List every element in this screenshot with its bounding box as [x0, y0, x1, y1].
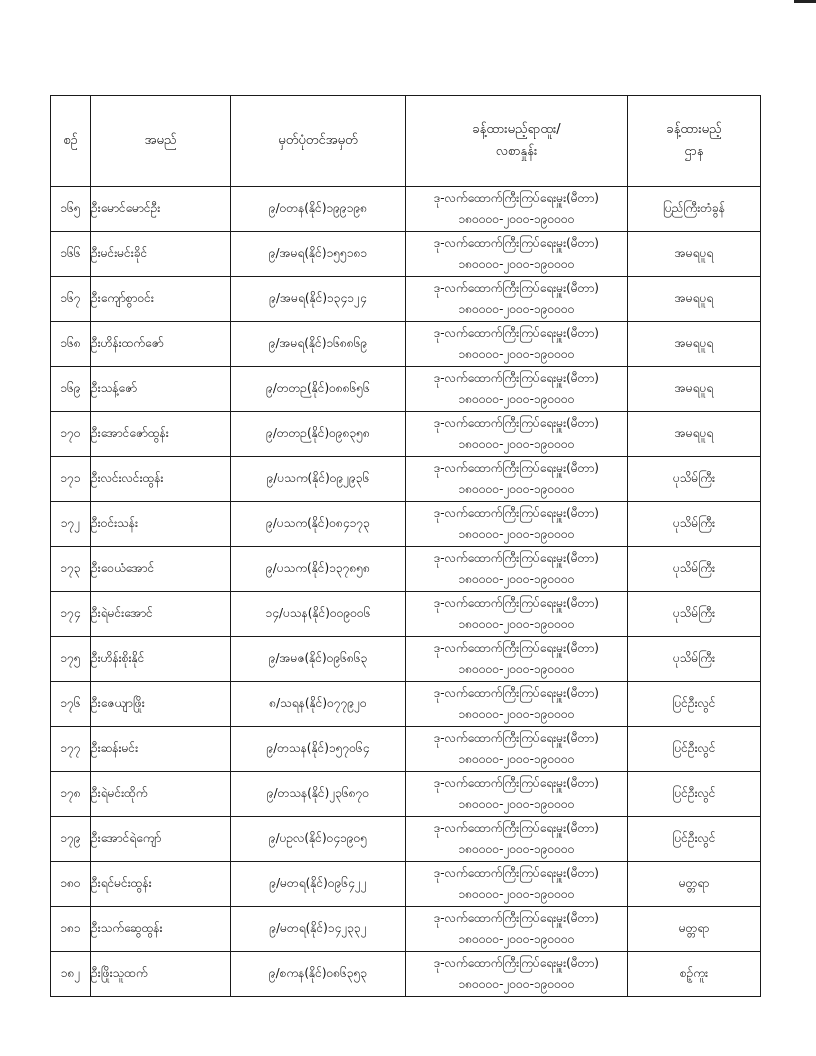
table-row: [51, 817, 761, 862]
cell-name: ဦးအောင်ဇော်ထွန်း: [91, 412, 231, 457]
cell-serial-no: ၁၆၈: [51, 322, 91, 367]
salary-scale: ၁၈၀၀၀၀-၂၀၀၀-၁၉၀၀၀၀: [458, 617, 575, 631]
cell-post-salary: [406, 907, 628, 952]
cell-serial-no: ၁၈၀: [51, 862, 91, 907]
cell-department: ပြင်ဦးလွင်: [628, 772, 761, 817]
table-row: [51, 322, 761, 367]
salary-scale: ၁၈၀၀၀၀-၂၀၀၀-၁၉၀၀၀၀: [458, 527, 575, 541]
cell-serial-no: ၁၈၂: [51, 952, 91, 997]
post-title: ဒု-လက်ထောက်ကြီးကြပ်ရေးမှူး(မီတာ): [434, 821, 599, 835]
cell-registration-no: ၉/မတရ(နိုင်)၀၉၆၄၂၂: [231, 862, 406, 907]
cell-registration-no: ၉/ပသက(နိုင်)၀၉၂၉၃၆: [231, 457, 406, 502]
cell-serial-no: ၁၇၉: [51, 817, 91, 862]
salary-scale: ၁၈၀၀၀၀-၂၀၀၀-၁၉၀၀၀၀: [458, 842, 575, 856]
table-row: [51, 547, 761, 592]
table-row: [51, 187, 761, 232]
salary-scale: ၁၈၀၀၀၀-၂၀၀၀-၁၉၀၀၀၀: [458, 887, 575, 901]
post-title: ဒု-လက်ထောက်ကြီးကြပ်ရေးမှူး(မီတာ): [434, 416, 599, 430]
post-title: ဒု-လက်ထောက်ကြီးကြပ်ရေးမှူး(မီတာ): [434, 596, 599, 610]
table-row: [51, 952, 761, 997]
cell-department: ပုသိမ်ကြီး: [628, 592, 761, 637]
cell-name: ဦးမောင်မောင်ဦး: [91, 187, 231, 232]
cell-registration-no: ၉/အမရ(နိုင်)၁၅၅၁၈၁: [231, 232, 406, 277]
table-row: [51, 367, 761, 412]
cell-registration-no: ၈/သရန(နိုင်)၀၇၇၉၂၀: [231, 682, 406, 727]
cell-registration-no: ၉/စကန(နိုင်)၀၈၆၃၅၃: [231, 952, 406, 997]
cell-department: မတ္တရာ: [628, 907, 761, 952]
header-post-line1: ခန့်ထားမည့်ရာထူး/: [472, 122, 561, 137]
post-title: ဒု-လက်ထောက်ကြီးကြပ်ရေးမှူး(မီတာ): [434, 236, 599, 250]
header-name: အမည်: [91, 96, 231, 187]
table-row: [51, 592, 761, 637]
header-post-line2: လစာနှုန်း: [495, 144, 538, 159]
post-title: ဒု-လက်ထောက်ကြီးကြပ်ရေးမှူး(မီတာ): [434, 371, 599, 385]
salary-scale: ၁၈၀၀၀၀-၂၀၀၀-၁၉၀၀၀၀: [458, 797, 575, 811]
cell-post-salary: [406, 412, 628, 457]
cell-name: ဦးသက်ဆွေထွန်း: [91, 907, 231, 952]
cell-registration-no: ၉/အမရ(နိုင်)၁၆၈၈၆၉: [231, 322, 406, 367]
cell-registration-no: ၉/တသန(နိုင်)၂၃၆၈၇၀: [231, 772, 406, 817]
header-serial-no: စဉ်: [51, 96, 91, 187]
header-department: [628, 96, 761, 187]
cell-registration-no: ၉/ပဥလ(နိုင်)၀၄၁၉၀၅: [231, 817, 406, 862]
cell-post-salary: [406, 322, 628, 367]
cell-department: ပြင်ဦးလွင်: [628, 682, 761, 727]
cell-post-salary: [406, 277, 628, 322]
salary-scale: ၁၈၀၀၀၀-၂၀၀၀-၁၉၀၀၀၀: [458, 302, 575, 316]
header-place-line1: ခန့်ထားမည့်: [666, 122, 722, 137]
post-title: ဒု-လက်ထောက်ကြီးကြပ်ရေးမှူး(မီတာ): [434, 776, 599, 790]
cell-name: ဦးဟိန်းထက်ဇော်: [91, 322, 231, 367]
table-row: [51, 232, 761, 277]
post-title: ဒု-လက်ထောက်ကြီးကြပ်ရေးမှူး(မီတာ): [434, 461, 599, 475]
table-body: [51, 187, 761, 997]
cell-serial-no: ၁၇၃: [51, 547, 91, 592]
cell-department: စဉ့်ကူး: [628, 952, 761, 997]
cell-serial-no: ၁၇၄: [51, 592, 91, 637]
post-title: ဒု-လက်ထောက်ကြီးကြပ်ရေးမှူး(မီတာ): [434, 956, 599, 970]
cell-department: အမရပူရ: [628, 322, 761, 367]
cell-department: ပုသိမ်ကြီး: [628, 457, 761, 502]
post-title: ဒု-လက်ထောက်ကြီးကြပ်ရေးမှူး(မီတာ): [434, 326, 599, 340]
cell-department: ပြင်ဦးလွင်: [628, 817, 761, 862]
salary-scale: ၁၈၀၀၀၀-၂၀၀၀-၁၉၀၀၀၀: [458, 257, 575, 271]
salary-scale: ၁၈၀၀၀၀-၂၀၀၀-၁၉၀၀၀၀: [458, 662, 575, 676]
cell-name: ဦးဆန်းမင်း: [91, 727, 231, 772]
cell-department: မတ္တရာ: [628, 862, 761, 907]
cell-serial-no: ၁၆၅: [51, 187, 91, 232]
cell-post-salary: [406, 862, 628, 907]
salary-scale: ၁၈၀၀၀၀-၂၀၀၀-၁၉၀၀၀၀: [458, 437, 575, 451]
table-row: [51, 412, 761, 457]
cell-post-salary: [406, 682, 628, 727]
cell-registration-no: ၉/အမရ(နိုင်)၁၃၄၁၂၄: [231, 277, 406, 322]
cell-department: ပုသိမ်ကြီး: [628, 637, 761, 682]
cell-serial-no: ၁၇၀: [51, 412, 91, 457]
salary-scale: ၁၈၀၀၀၀-၂၀၀၀-၁၉၀၀၀၀: [458, 392, 575, 406]
cell-department: အမရပူရ: [628, 412, 761, 457]
cell-post-salary: [406, 817, 628, 862]
cell-serial-no: ၁၇၁: [51, 457, 91, 502]
cell-name: ဦးကျော်စွာဝင်း: [91, 277, 231, 322]
cell-department: အမရပူရ: [628, 367, 761, 412]
cell-registration-no: ၉/အမဇ(နိုင်)၀၉၆၈၆၃: [231, 637, 406, 682]
post-title: ဒု-လက်ထောက်ကြီးကြပ်ရေးမှူး(မီတာ): [434, 551, 599, 565]
post-title: ဒု-လက်ထောက်ကြီးကြပ်ရေးမှူး(မီတာ): [434, 641, 599, 655]
header-registration-no: မှတ်ပုံတင်အမှတ်: [231, 96, 406, 187]
post-title: ဒု-လက်ထောက်ကြီးကြပ်ရေးမှူး(မီတာ): [434, 506, 599, 520]
cell-serial-no: ၁၆၇: [51, 277, 91, 322]
cell-post-salary: [406, 502, 628, 547]
cell-post-salary: [406, 727, 628, 772]
cell-serial-no: ၁၇၂: [51, 502, 91, 547]
cell-name: ဦးမင်းမင်းခိုင်: [91, 232, 231, 277]
post-title: ဒု-လက်ထောက်ကြီးကြပ်ရေးမှူး(မီတာ): [434, 866, 599, 880]
table-row: [51, 727, 761, 772]
table-row: [51, 907, 761, 952]
post-title: ဒု-လက်ထောက်ကြီးကြပ်ရေးမှူး(မီတာ): [434, 911, 599, 925]
cell-post-salary: [406, 457, 628, 502]
cell-department: အမရပူရ: [628, 232, 761, 277]
cell-serial-no: ၁၈၁: [51, 907, 91, 952]
cell-name: ဦးဟိန်းစိုးနိုင်: [91, 637, 231, 682]
scan-edge-mark: [794, 0, 816, 3]
salary-scale: ၁၈၀၀၀၀-၂၀၀၀-၁၉၀၀၀၀: [458, 752, 575, 766]
cell-department: ပြင်ဦးလွင်: [628, 727, 761, 772]
cell-name: ဦးဝင်းသန်း: [91, 502, 231, 547]
salary-scale: ၁၈၀၀၀၀-၂၀၀၀-၁၉၀၀၀၀: [458, 977, 575, 991]
cell-department: အမရပူရ: [628, 277, 761, 322]
table-row: [51, 502, 761, 547]
cell-registration-no: ၉/တတဉ(နိုင်)၀၈၈၆၅၆: [231, 367, 406, 412]
cell-name: ဦးဇေယျာဖြိုး: [91, 682, 231, 727]
cell-serial-no: ၁၆၉: [51, 367, 91, 412]
salary-scale: ၁၈၀၀၀၀-၂၀၀၀-၁၉၀၀၀၀: [458, 347, 575, 361]
cell-registration-no: ၉/ပသက(နိုင်)၁၃၇၈၅၈: [231, 547, 406, 592]
cell-serial-no: ၁၇၈: [51, 772, 91, 817]
cell-post-salary: [406, 232, 628, 277]
cell-post-salary: [406, 547, 628, 592]
table-row: [51, 637, 761, 682]
table-row: [51, 772, 761, 817]
cell-department: ပြည်ကြီးတံခွန်: [628, 187, 761, 232]
cell-serial-no: ၁၆၆: [51, 232, 91, 277]
cell-post-salary: [406, 772, 628, 817]
cell-post-salary: [406, 367, 628, 412]
cell-registration-no: ၁၄/ပသန(နိုင်)၀၀၉၀၀၆: [231, 592, 406, 637]
header-post-salary: [406, 96, 628, 187]
cell-serial-no: ၁၇၆: [51, 682, 91, 727]
table-row: [51, 862, 761, 907]
cell-name: ဦးလင်းလင်းထွန်း: [91, 457, 231, 502]
cell-registration-no: ၉/တသန(နိုင်)၁၅၇၀၆၄: [231, 727, 406, 772]
salary-scale: ၁၈၀၀၀၀-၂၀၀၀-၁၉၀၀၀၀: [458, 932, 575, 946]
table-row: [51, 682, 761, 727]
cell-department: ပုသိမ်ကြီး: [628, 502, 761, 547]
salary-scale: ၁၈၀၀၀၀-၂၀၀၀-၁၉၀၀၀၀: [458, 482, 575, 496]
cell-serial-no: ၁၇၇: [51, 727, 91, 772]
cell-serial-no: ၁၇၅: [51, 637, 91, 682]
cell-name: ဦးရင်မင်းထွန်း: [91, 862, 231, 907]
table-row: [51, 277, 761, 322]
cell-post-salary: [406, 187, 628, 232]
post-title: ဒု-လက်ထောက်ကြီးကြပ်ရေးမှူး(မီတာ): [434, 731, 599, 745]
cell-department: ပုသိမ်ကြီး: [628, 547, 761, 592]
salary-scale: ၁၈၀၀၀၀-၂၀၀၀-၁၉၀၀၀၀: [458, 572, 575, 586]
cell-name: ဦးရဲမင်းထိုက်: [91, 772, 231, 817]
cell-post-salary: [406, 637, 628, 682]
cell-post-salary: [406, 592, 628, 637]
cell-name: ဦးသန့်ဇော်: [91, 367, 231, 412]
post-title: ဒု-လက်ထောက်ကြီးကြပ်ရေးမှူး(မီတာ): [434, 281, 599, 295]
header-row: [51, 96, 761, 187]
cell-name: ဦးဝေယံအောင်: [91, 547, 231, 592]
cell-registration-no: ၉/ပသက(နိုင်)၀၈၄၁၇၃: [231, 502, 406, 547]
table-header: [51, 96, 761, 187]
cell-name: ဦးရဲမင်းအောင်: [91, 592, 231, 637]
cell-name: ဦးအောင်ရဲကျော်: [91, 817, 231, 862]
header-place-line2: ဌာန: [684, 144, 704, 159]
cell-registration-no: ၉/မတရ(နိုင်)၁၄၂၃၃၂: [231, 907, 406, 952]
cell-registration-no: ၉/ဝတန(နိုင်)၁၉၉၁၉၈: [231, 187, 406, 232]
salary-scale: ၁၈၀၀၀၀-၂၀၀၀-၁၉၀၀၀၀: [458, 212, 575, 226]
salary-scale: ၁၈၀၀၀၀-၂၀၀၀-၁၉၀၀၀၀: [458, 707, 575, 721]
table-row: [51, 457, 761, 502]
appointment-table: [50, 95, 761, 997]
cell-name: ဦးဖြိုးသူထက်: [91, 952, 231, 997]
cell-post-salary: [406, 952, 628, 997]
post-title: ဒု-လက်ထောက်ကြီးကြပ်ရေးမှူး(မီတာ): [434, 191, 599, 205]
cell-registration-no: ၉/တတဉ(နိုင်)၀၉၈၃၅၈: [231, 412, 406, 457]
post-title: ဒု-လက်ထောက်ကြီးကြပ်ရေးမှူး(မီတာ): [434, 686, 599, 700]
